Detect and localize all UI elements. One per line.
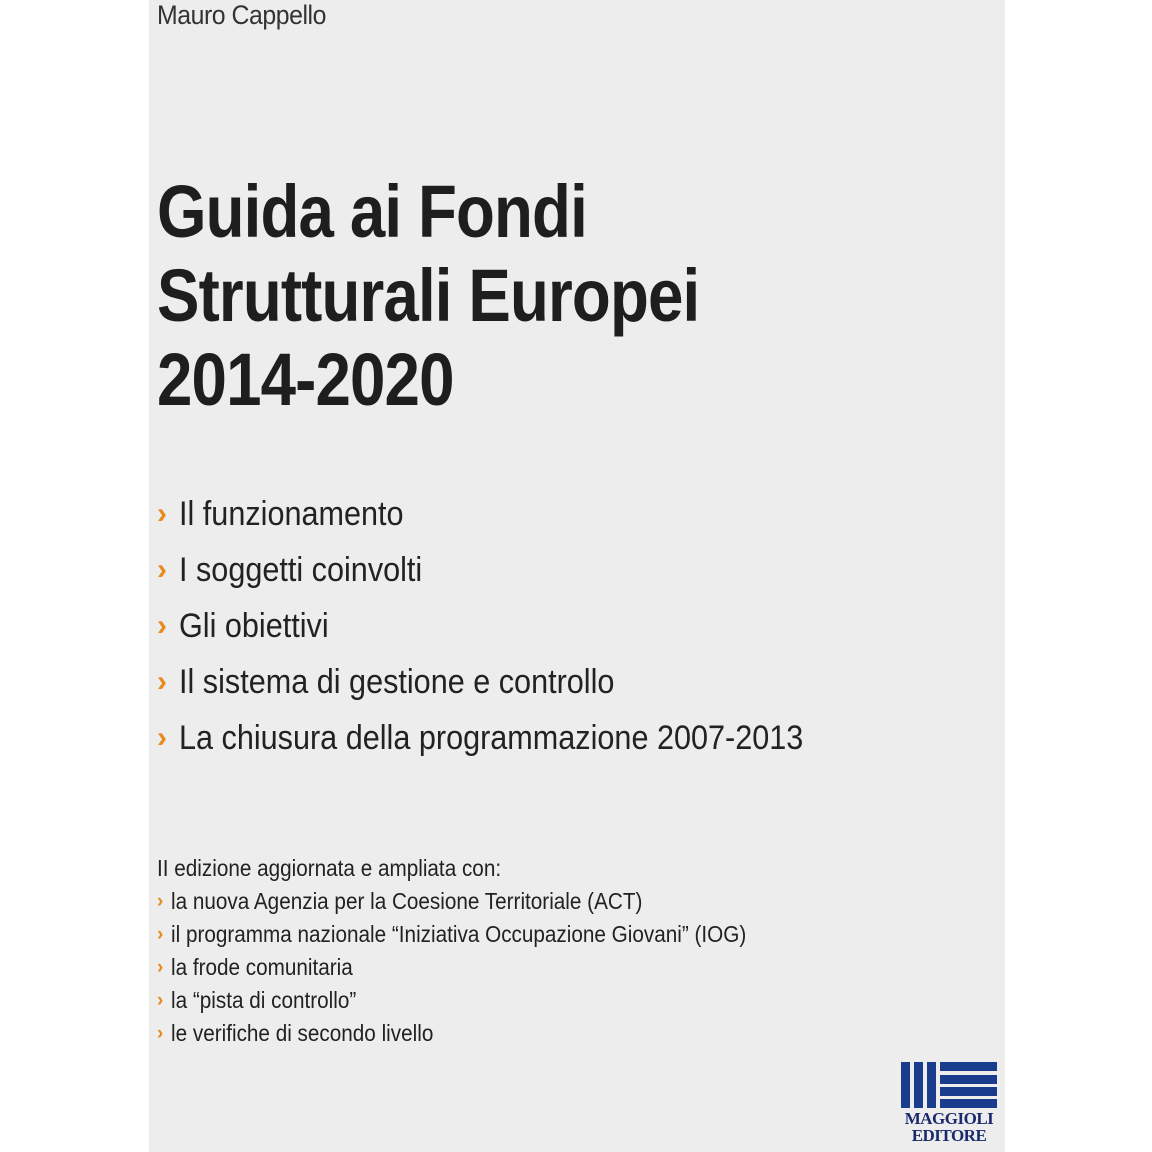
chevron-right-icon: › [157,497,167,530]
edition-list [157,885,810,1050]
edition-item [157,951,810,984]
edition-intro: II edizione aggiornata e ampliata con: [157,855,502,881]
topic-item [157,542,873,598]
topic-list [157,486,873,766]
edition-item-label: la frode comunitaria [171,954,353,980]
topic-label: La chiusura della programmazione 2007-2013 [179,718,804,757]
topic-label: Gli obiettivi [179,606,329,645]
publisher-name [899,1110,999,1144]
publisher-name-line-1: MAGGIOLI [904,1109,994,1128]
edition-item-label: la nuova Agenzia per la Coesione Territoriale (ACT) [171,888,643,914]
chevron-right-icon: › [157,890,164,912]
chevron-right-icon: › [157,553,167,586]
topic-item [157,486,873,542]
title-line-3: 2014-2020 [157,338,454,421]
edition-item [157,885,810,918]
topic-label: Il sistema di gestione e controllo [179,662,615,701]
title-line-1: Guida ai Fondi [157,170,587,253]
chevron-right-icon: › [157,956,164,978]
book-title [157,170,699,422]
topic-item [157,710,873,766]
edition-item-label: la “pista di controllo” [171,987,357,1013]
publisher-logo [899,1060,999,1148]
chevron-right-icon: › [157,721,167,754]
chevron-right-icon: › [157,665,167,698]
title-line-2: Strutturali Europei [157,254,700,337]
chevron-right-icon: › [157,609,167,642]
edition-item-label: il programma nazionale “Iniziativa Occupazione Giovani” (IOG) [171,921,747,947]
edition-item [157,1017,810,1050]
topic-item [157,654,873,710]
chevron-right-icon: › [157,1022,164,1044]
chevron-right-icon: › [157,923,164,945]
edition-item [157,918,810,951]
edition-item [157,984,810,1017]
edition-notes [157,852,810,1050]
topic-label: I soggetti coinvolti [179,550,423,589]
edition-item-label: le verifiche di secondo livello [171,1020,434,1046]
maggioli-logo-icon [899,1060,999,1110]
topic-label: Il funzionamento [179,494,404,533]
author-name: Mauro Cappello [157,0,326,30]
chevron-right-icon: › [157,989,164,1011]
publisher-name-line-2: EDITORE [911,1126,987,1145]
book-cover [149,0,1005,1152]
topic-item [157,598,873,654]
